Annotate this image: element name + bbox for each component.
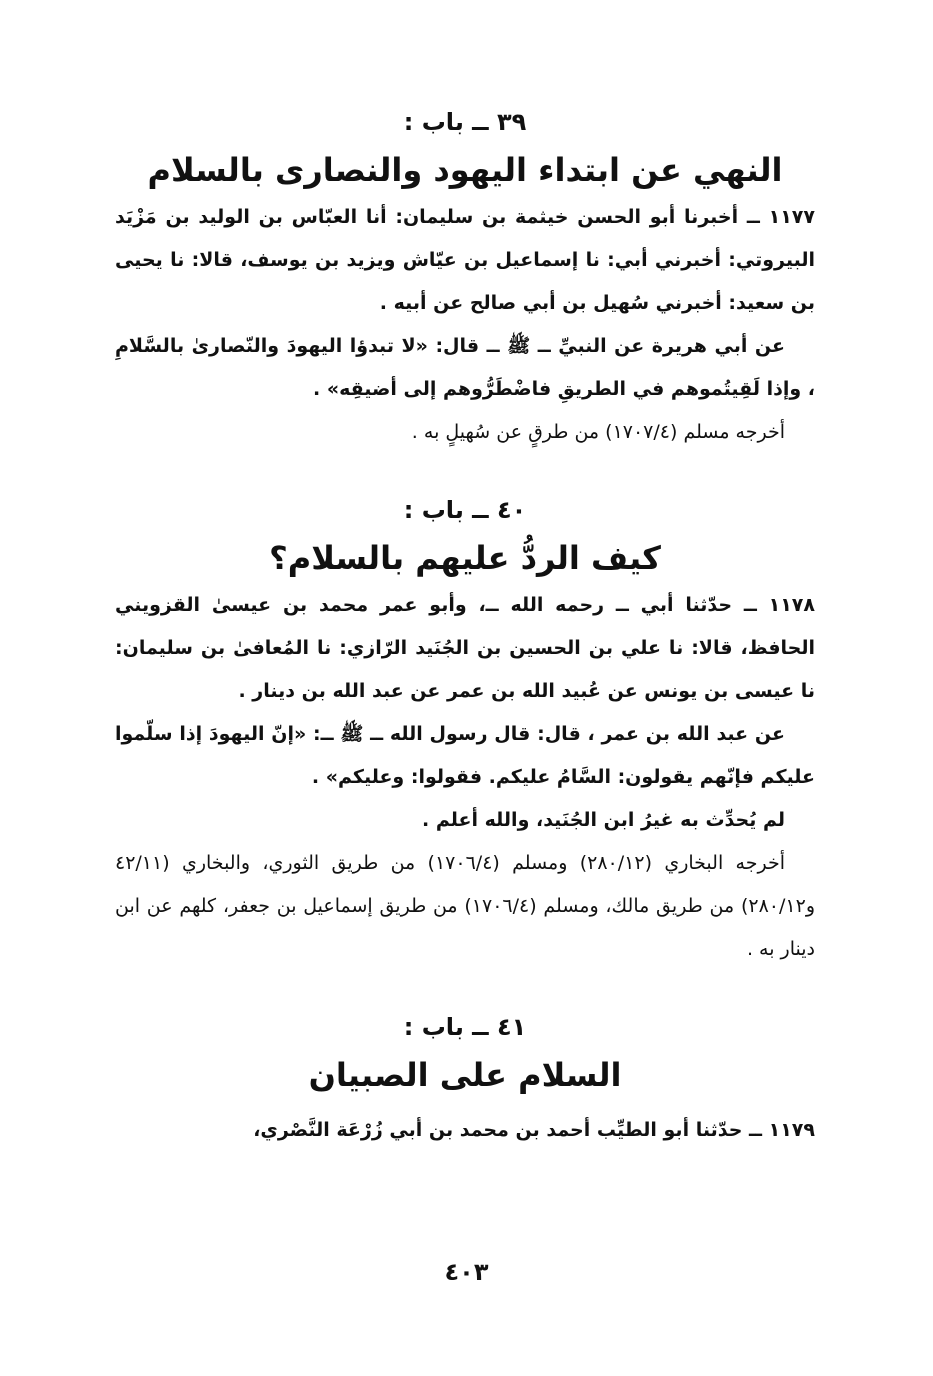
section-gap: [115, 971, 815, 1005]
chapter-label: ٤٠ ــ باب :: [403, 496, 527, 524]
hadith-isnad: ١١٧٨ ــ حدّثنا أبي ــ رحمه الله ــ، وأبو عمر محمد بن عيسىٰ القزويني الحافظ، قالا: نا علي بن الحسين بن الجُنَيد الرّازي: نا المُعافىٰ بن سليمان: نا عيسى بن يونس عن عُبيد الله بن عمر عن عبد الله بن دينار .: [115, 594, 815, 702]
chapter-title: النهي عن ابتداء اليهود والنصارى بالسلام: [147, 151, 783, 189]
takhrij: أخرجه مسلم (١٧٠٧/٤) من طرقٍ عن سُهيلٍ به .: [411, 421, 785, 443]
takhrij: أخرجه البخاري (٢٨٠/١٢) ومسلم (١٧٠٦/٤) من طريق الثوري، والبخاري (٤٢/١١ و٢٨٠/١٢) من طريق مالك، ومسلم (١٧٠٦/٤) من طريق إسماعيل بن جعفر، كلهم عن ابن دينار به .: [115, 852, 815, 960]
chapter-section: [115, 1005, 815, 1152]
hadith-isnad: ١١٧٩ ــ حدّثنا أبو الطيِّب أحمد بن محمد بن أبي زُرْعَة النَّصْري،: [253, 1119, 815, 1141]
chapter-title: السلام على الصبيان: [308, 1056, 622, 1094]
hadith-comment: لم يُحدِّث به غيرُ ابن الجُنَيد، والله أعلم .: [422, 809, 785, 831]
chapter-section: [115, 100, 815, 454]
chapter-section: [115, 488, 815, 971]
chapter-title: كيف الردُّ عليهم بالسلام؟: [269, 539, 661, 577]
chapter-label: ٤١ ــ باب :: [403, 1013, 527, 1041]
page-number: ٤٠٣: [444, 1258, 489, 1286]
section-gap: [115, 454, 815, 488]
hadith-isnad: ١١٧٧ ــ أخبرنا أبو الحسن خيثمة بن سليمان: أنا العبّاس بن الوليد بن مَزْيَد البيروتي: أخبرني أبي: نا إسماعيل بن عيّاش ويزيد بن يوسف، قالا: نا يحيى بن سعيد: أخبرني سُهيل بن أبي صالح عن أبيه .: [115, 206, 815, 314]
chapter-label: ٣٩ ــ باب :: [403, 108, 527, 136]
hadith-matn: عن عبد الله بن عمر ، قال: قال رسول الله ــ ﷺ ــ: «إنّ اليهودَ إذا سلّموا عليكم فإنّهم يقولون: السَّامُ عليكم. فقولوا: وعليكم» .: [115, 723, 815, 788]
hadith-matn: عن أبي هريرة عن النبيِّ ــ ﷺ ــ قال: «لا تبدؤا اليهودَ والنّصارىٰ بالسَّلامِ ، وإذا لَقِيتُموهم في الطريقِ فاضْطَرُّوهم إلى أضيقِه» .: [115, 335, 815, 400]
page-content: [115, 100, 815, 1152]
